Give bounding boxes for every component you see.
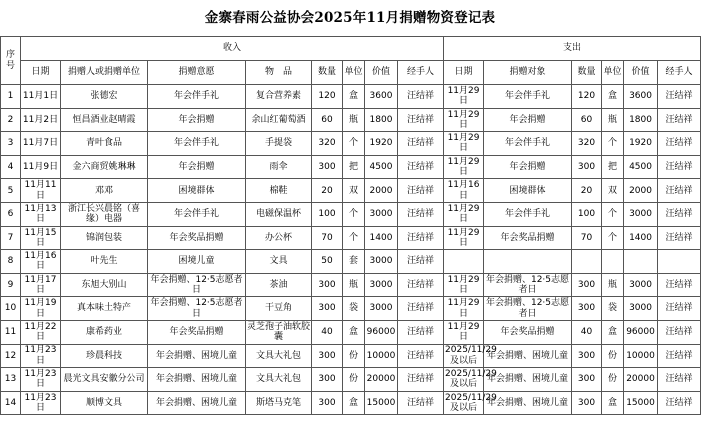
income-item-cell: 灵芝孢子油软胶囊	[247, 321, 311, 343]
expense-unit-cell: 份	[602, 368, 624, 392]
income-date-cell: 11月2日	[21, 108, 61, 132]
income-intent-cell: 年会捐赠	[148, 155, 246, 179]
seq-cell: 6	[1, 202, 21, 226]
income-item-cell: 干豆角	[246, 297, 312, 321]
expense-date-cell: 11月29日	[444, 320, 484, 344]
expense-recipient-cell: 年会捐赠、困境儿童	[484, 368, 572, 392]
expense-unit-cell: 把	[602, 155, 624, 179]
income-intent-cell: 年会伴手礼	[148, 85, 246, 109]
income-donor-cell: 晨光文具安徽分公司	[61, 368, 148, 392]
expense-date-cell: 11月29日	[444, 273, 484, 297]
expense-qty-cell: 60	[572, 108, 602, 132]
income-date-cell: 11月13日	[21, 202, 61, 226]
income-value-cell: 10000	[365, 344, 398, 368]
expense-qty-cell: 300	[572, 297, 602, 321]
income-unit-cell: 瓶	[343, 108, 365, 132]
expense-recipient-header: 捐赠对象	[484, 61, 572, 85]
income-donor-cell: 浙江长兴晨铭（喜缘）电器	[61, 202, 148, 226]
expense-recipient-cell: 年会捐赠	[484, 155, 572, 179]
table-row	[1, 179, 701, 203]
income-handler-cell: 汪结祥	[398, 179, 444, 203]
seq-cell: 2	[1, 108, 21, 132]
expense-handler-cell: 汪结祥	[658, 368, 701, 392]
income-value-cell: 3000	[365, 273, 398, 297]
seq-cell: 1	[1, 85, 21, 109]
expense-value-cell: 1400	[624, 226, 658, 250]
income-qty-cell: 50	[312, 250, 343, 274]
income-donor-cell: 青叶食品	[61, 132, 148, 156]
income-handler-cell: 汪结祥	[398, 344, 444, 368]
table-row	[1, 344, 701, 368]
income-donor-cell: 东旭大别山	[61, 273, 148, 297]
table-row	[1, 226, 701, 250]
income-qty-cell: 300	[312, 391, 343, 415]
expense-value-cell: 1800	[624, 108, 658, 132]
expense-handler-cell: 汪结祥	[658, 132, 701, 156]
income-unit-cell: 个	[343, 226, 365, 250]
income-donor-cell: 康希药业	[61, 320, 148, 344]
income-value-cell: 1920	[365, 132, 398, 156]
income-date-cell: 11月17日	[21, 273, 61, 297]
income-item-cell: 复合营养素	[246, 85, 312, 109]
expense-unit-cell: 个	[602, 226, 624, 250]
expense-unit-cell: 双	[602, 179, 624, 203]
income-qty-cell: 20	[312, 179, 343, 203]
expense-unit-cell: 盒	[602, 320, 624, 344]
income-handler-cell: 汪结祥	[398, 250, 444, 274]
income-intent-cell: 年会奖品捐赠	[148, 226, 246, 250]
expense-unit-cell: 瓶	[602, 273, 624, 297]
expense-value-cell: 2000	[624, 179, 658, 203]
ledger-body	[1, 85, 701, 415]
table-row	[1, 297, 701, 321]
income-donor-cell: 张德宏	[61, 85, 148, 109]
expense-handler-header: 经手人	[658, 61, 701, 85]
income-unit-cell: 个	[343, 132, 365, 156]
column-header-row	[1, 61, 701, 85]
table-row	[1, 108, 701, 132]
expense-qty-cell: 300	[572, 273, 602, 297]
seq-cell: 5	[1, 179, 21, 203]
income-intent-cell: 年会捐赠、困境儿童	[148, 344, 246, 368]
income-date-cell: 11月22日	[21, 320, 61, 344]
table-row	[1, 155, 701, 179]
expense-value-cell: 3000	[624, 297, 658, 321]
income-donor-cell: 恒昌酒业赵晴霞	[61, 108, 148, 132]
expense-unit-cell: 瓶	[602, 108, 624, 132]
expense-qty-cell: 100	[572, 202, 602, 226]
table-row	[1, 202, 701, 226]
income-qty-header: 数量	[312, 61, 343, 85]
expense-date-cell	[444, 250, 484, 274]
expense-handler-cell: 汪结祥	[658, 297, 701, 321]
income-date-cell: 11月15日	[21, 226, 61, 250]
income-intent-cell: 年会捐赠、12·5志愿者日	[148, 297, 246, 321]
table-row	[1, 391, 701, 415]
expense-qty-cell: 120	[572, 85, 602, 109]
expense-recipient-cell: 年会伴手礼	[484, 85, 572, 109]
income-handler-cell: 汪结祥	[398, 297, 444, 321]
expense-qty-header: 数量	[572, 61, 602, 85]
income-unit-cell: 个	[343, 202, 365, 226]
income-handler-cell: 汪结祥	[398, 85, 444, 109]
income-item-cell: 文具	[246, 250, 312, 274]
income-item-header: 物 品	[246, 61, 312, 85]
income-value-cell: 2000	[365, 179, 398, 203]
income-value-header: 价值	[365, 61, 398, 85]
income-handler-cell: 汪结祥	[398, 320, 444, 344]
income-value-cell: 96000	[365, 320, 398, 344]
expense-unit-cell: 个	[602, 132, 624, 156]
income-date-cell: 11月9日	[21, 155, 61, 179]
income-date-cell: 11月23日	[21, 391, 61, 415]
income-qty-cell: 300	[312, 344, 343, 368]
income-date-header: 日期	[21, 61, 61, 85]
income-qty-cell: 60	[312, 108, 343, 132]
income-handler-cell: 汪结祥	[398, 273, 444, 297]
expense-date-cell: 11月29日	[444, 155, 484, 179]
seq-cell: 13	[1, 368, 21, 392]
income-donor-cell: 邓邓	[61, 179, 148, 203]
seq-cell: 9	[1, 273, 21, 297]
expense-unit-cell: 个	[602, 202, 624, 226]
expense-date-cell: 2025/11/29及以后	[445, 369, 497, 390]
expense-recipient-cell: 年会捐赠、困境儿童	[484, 391, 572, 415]
income-date-cell: 11月1日	[21, 85, 61, 109]
income-unit-header: 单位	[343, 61, 365, 85]
income-value-cell: 3600	[365, 85, 398, 109]
expense-unit-cell: 袋	[602, 297, 624, 321]
income-qty-cell: 300	[312, 297, 343, 321]
expense-value-cell: 96000	[624, 320, 658, 344]
expense-handler-cell: 汪结祥	[658, 320, 701, 344]
income-intent-cell: 困境儿童	[148, 250, 246, 274]
expense-date-cell: 11月29日	[444, 226, 484, 250]
expense-recipient-cell: 年会捐赠、困境儿童	[484, 344, 572, 368]
expense-qty-cell	[572, 250, 602, 274]
income-date-cell: 11月23日	[21, 344, 61, 368]
income-handler-cell: 汪结祥	[398, 202, 444, 226]
expense-handler-cell: 汪结祥	[658, 344, 701, 368]
income-donor-cell: 顺博文具	[61, 391, 148, 415]
income-value-cell: 3000	[365, 250, 398, 274]
seq-cell: 11	[1, 320, 21, 344]
group-header-row	[1, 37, 701, 61]
expense-date-cell: 11月29日	[444, 85, 484, 109]
expense-recipient-cell: 年会奖品捐赠	[484, 320, 572, 344]
income-intent-header: 捐赠意愿	[148, 61, 246, 85]
expense-handler-cell: 汪结祥	[658, 85, 701, 109]
expense-value-cell: 20000	[624, 368, 658, 392]
income-value-cell: 3000	[365, 297, 398, 321]
income-date-cell: 11月11日	[21, 179, 61, 203]
expense-qty-cell: 300	[572, 344, 602, 368]
income-date-cell: 11月7日	[21, 132, 61, 156]
income-group-header: 收入	[21, 37, 444, 61]
expense-qty-cell: 320	[572, 132, 602, 156]
expense-date-cell: 11月29日	[444, 202, 484, 226]
income-intent-cell: 年会奖品捐赠	[148, 320, 246, 344]
expense-date-cell: 11月29日	[444, 132, 484, 156]
table-row	[1, 85, 701, 109]
expense-recipient-cell: 年会伴手礼	[484, 202, 572, 226]
expense-value-cell: 3600	[624, 85, 658, 109]
income-value-cell: 1800	[365, 108, 398, 132]
expense-value-cell: 1920	[624, 132, 658, 156]
income-unit-cell: 盒	[343, 85, 365, 109]
expense-recipient-cell: 年会捐赠	[484, 108, 572, 132]
expense-handler-cell: 汪结祥	[658, 391, 701, 415]
income-value-cell: 15000	[365, 391, 398, 415]
income-qty-cell: 300	[312, 368, 343, 392]
expense-value-cell: 3000	[624, 202, 658, 226]
income-date-cell: 11月16日	[21, 250, 61, 274]
income-handler-header: 经手人	[398, 61, 444, 85]
income-intent-cell: 困境群体	[148, 179, 246, 203]
income-unit-cell: 套	[343, 250, 365, 274]
table-row	[1, 132, 701, 156]
seq-cell: 14	[1, 391, 21, 415]
expense-value-cell: 15000	[624, 391, 658, 415]
income-qty-cell: 120	[312, 85, 343, 109]
expense-date-cell: 2025/11/29及以后	[445, 392, 497, 414]
income-unit-cell: 双	[343, 179, 365, 203]
expense-value-cell: 3000	[624, 273, 658, 297]
income-item-cell: 电磁保温杯	[246, 202, 312, 226]
expense-date-cell: 2025/11/29及以后	[445, 345, 497, 366]
seq-cell: 12	[1, 344, 21, 368]
income-donor-cell: 珍晨科技	[61, 344, 148, 368]
income-qty-cell: 70	[312, 226, 343, 250]
seq-cell: 3	[1, 132, 21, 156]
expense-qty-cell: 20	[572, 179, 602, 203]
income-value-cell: 1400	[365, 226, 398, 250]
expense-unit-cell: 份	[602, 344, 624, 368]
income-intent-cell: 年会捐赠、困境儿童	[148, 391, 246, 415]
income-handler-cell: 汪结祥	[398, 368, 444, 392]
income-handler-cell: 汪结祥	[398, 155, 444, 179]
expense-value-cell: 10000	[624, 344, 658, 368]
income-item-cell: 雨伞	[246, 155, 312, 179]
expense-recipient-cell: 年会捐赠、12·5志愿者日	[484, 273, 572, 297]
income-date-cell: 11月19日	[21, 297, 61, 321]
expense-recipient-cell: 年会奖品捐赠	[484, 226, 572, 250]
income-intent-cell: 年会伴手礼	[148, 202, 246, 226]
expense-unit-cell: 盒	[602, 391, 624, 415]
income-item-cell: 棉鞋	[246, 179, 312, 203]
table-row	[1, 273, 701, 297]
income-value-cell: 4500	[365, 155, 398, 179]
expense-qty-cell: 40	[572, 320, 602, 344]
table-row	[1, 320, 701, 344]
income-qty-cell: 320	[312, 132, 343, 156]
expense-handler-cell: 汪结祥	[658, 226, 701, 250]
donation-ledger-table	[0, 36, 701, 415]
page-title: 金寨春雨公益协会2025年11月捐赠物资登记表	[204, 10, 496, 26]
expense-qty-cell: 300	[572, 391, 602, 415]
income-donor-cell: 锦润包装	[61, 226, 148, 250]
income-handler-cell: 汪结祥	[398, 391, 444, 415]
income-unit-cell: 袋	[343, 297, 365, 321]
expense-date-cell: 11月29日	[444, 297, 484, 321]
expense-qty-cell: 300	[572, 368, 602, 392]
expense-handler-cell: 汪结祥	[658, 273, 701, 297]
income-item-cell: 办公杯	[246, 226, 312, 250]
income-intent-cell: 年会捐赠、12·5志愿者日	[148, 273, 246, 297]
income-handler-cell: 汪结祥	[398, 226, 444, 250]
expense-date-cell: 11月29日	[444, 108, 484, 132]
expense-qty-cell: 70	[572, 226, 602, 250]
expense-recipient-cell: 年会伴手礼	[484, 132, 572, 156]
income-donor-cell: 金六商贸姚琳琳	[61, 155, 148, 179]
income-unit-cell: 盒	[343, 391, 365, 415]
expense-handler-cell	[658, 250, 701, 274]
table-row	[1, 368, 701, 392]
income-item-cell: 文具大礼包	[246, 344, 312, 368]
income-donor-cell: 真本味土特产	[61, 297, 148, 321]
expense-handler-cell: 汪结祥	[658, 202, 701, 226]
table-row	[1, 250, 701, 274]
income-donor-cell: 叶先生	[61, 250, 148, 274]
expense-handler-cell: 汪结祥	[658, 108, 701, 132]
expense-recipient-cell	[484, 250, 572, 274]
income-item-cell: 斯塔马克笔	[246, 391, 312, 415]
expense-unit-cell: 盒	[602, 85, 624, 109]
expense-qty-cell: 300	[572, 155, 602, 179]
expense-handler-cell: 汪结祥	[658, 179, 701, 203]
income-handler-cell: 汪结祥	[398, 132, 444, 156]
income-unit-cell: 份	[343, 368, 365, 392]
seq-cell: 8	[1, 250, 21, 274]
income-item-cell: 茶油	[246, 273, 312, 297]
expense-date-cell: 11月16日	[444, 179, 484, 203]
income-intent-cell: 年会捐赠	[148, 108, 246, 132]
income-item-cell: 文具大礼包	[246, 368, 312, 392]
income-qty-cell: 300	[312, 273, 343, 297]
income-value-cell: 3000	[365, 202, 398, 226]
seq-cell: 10	[1, 297, 21, 321]
seq-header: 序号	[1, 37, 21, 85]
income-unit-cell: 份	[343, 344, 365, 368]
income-unit-cell: 把	[343, 155, 365, 179]
income-intent-cell: 年会伴手礼	[148, 132, 246, 156]
expense-recipient-cell: 困境群体	[484, 179, 572, 203]
expense-value-cell	[624, 250, 658, 274]
expense-date-header: 日期	[444, 61, 484, 85]
income-handler-cell: 汪结祥	[398, 108, 444, 132]
income-item-cell: 手提袋	[246, 132, 312, 156]
expense-unit-cell	[602, 250, 624, 274]
expense-value-cell: 4500	[624, 155, 658, 179]
income-unit-cell: 瓶	[343, 273, 365, 297]
income-qty-cell: 100	[312, 202, 343, 226]
expense-group-header: 支出	[444, 37, 701, 61]
income-donor-header: 捐赠人或捐赠单位	[61, 61, 148, 85]
income-unit-cell: 盒	[343, 320, 365, 344]
expense-handler-cell: 汪结祥	[658, 155, 701, 179]
expense-recipient-cell: 年会捐赠、12·5志愿者日	[484, 297, 572, 321]
expense-value-header: 价值	[624, 61, 658, 85]
income-date-cell: 11月23日	[21, 368, 61, 392]
income-item-cell: 余山红葡萄酒	[246, 108, 312, 132]
expense-unit-header: 单位	[602, 61, 624, 85]
seq-cell: 7	[1, 226, 21, 250]
income-intent-cell: 年会捐赠、困境儿童	[148, 368, 246, 392]
income-qty-cell: 300	[312, 155, 343, 179]
income-qty-cell: 40	[312, 320, 343, 344]
income-value-cell: 20000	[365, 368, 398, 392]
seq-cell: 4	[1, 155, 21, 179]
